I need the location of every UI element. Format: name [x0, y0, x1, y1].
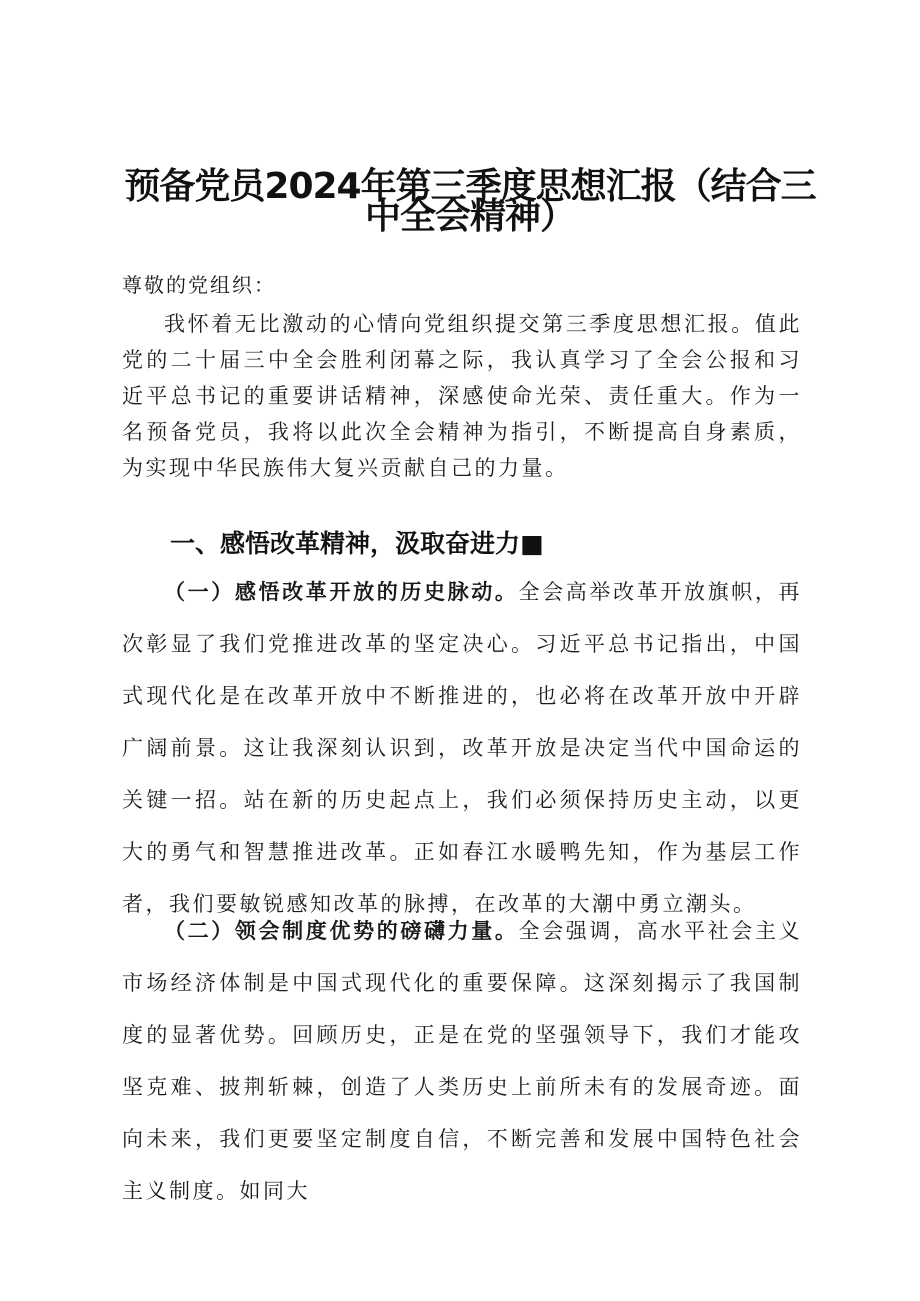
intro-paragraph: 我怀着无比激动的心情向党组织提交第三季度思想汇报。值此党的二十届三中全会胜利闭幕之际，我认真学习了全会公报和习近平总书记的重要讲话精神，深感使命光荣、责任重大。作为一名预备党员，我将以此次全会精神为指引，不断提高自身素质，为实现中华民族伟大复兴贡献自己的力量。 — [122, 312, 802, 480]
subsection-lead-1: （一）感悟改革开放的历史脉动。 — [164, 579, 519, 604]
subsection-paragraph-1 — [122, 566, 802, 930]
subsection-body-1: 全会高举改革开放旗帜，再次彰显了我们党推进改革的坚定决心。习近平总书记指出，中国式现代化是在改革开放中不断推进的，也必将在改革开放中开辟广阔前景。这让我深刻认识到，改革开放是决定当代中国命运的关键一招。站在新的历史起点上，我们必须保持历史主动，以更大的勇气和智慧推进改革。正如春江水暖鸭先知，作为基层工作者，我们要敏锐感知改革的脉搏，在改革的大潮中勇立潮头。 — [122, 580, 803, 916]
salutation: 尊敬的党组织： — [122, 273, 276, 297]
subsection-lead-2: （二）领会制度优势的磅礴力量。 — [164, 918, 519, 943]
document-title-line-1: 预备党员2024年第三季度思想汇报（结合三 — [124, 166, 816, 207]
document-title-line-2: 中全会精神） — [364, 196, 575, 237]
section-heading-1: 一、感悟改革精神，汲取奋进力■ — [170, 529, 544, 558]
subsection-paragraph-2 — [122, 905, 802, 1217]
subsection-body-2: 全会强调，高水平社会主义市场经济体制是中国式现代化的重要保障。这深刻揭示了我国制度的显著优势。回顾历史，正是在党的坚强领导下，我们才能攻坚克难、披荆斩棘，创造了人类历史上前所未有的发展奇迹。面向未来，我们更要坚定制度自信，不断完善和发展中国特色社会主义制度。如同大 — [122, 919, 803, 1203]
